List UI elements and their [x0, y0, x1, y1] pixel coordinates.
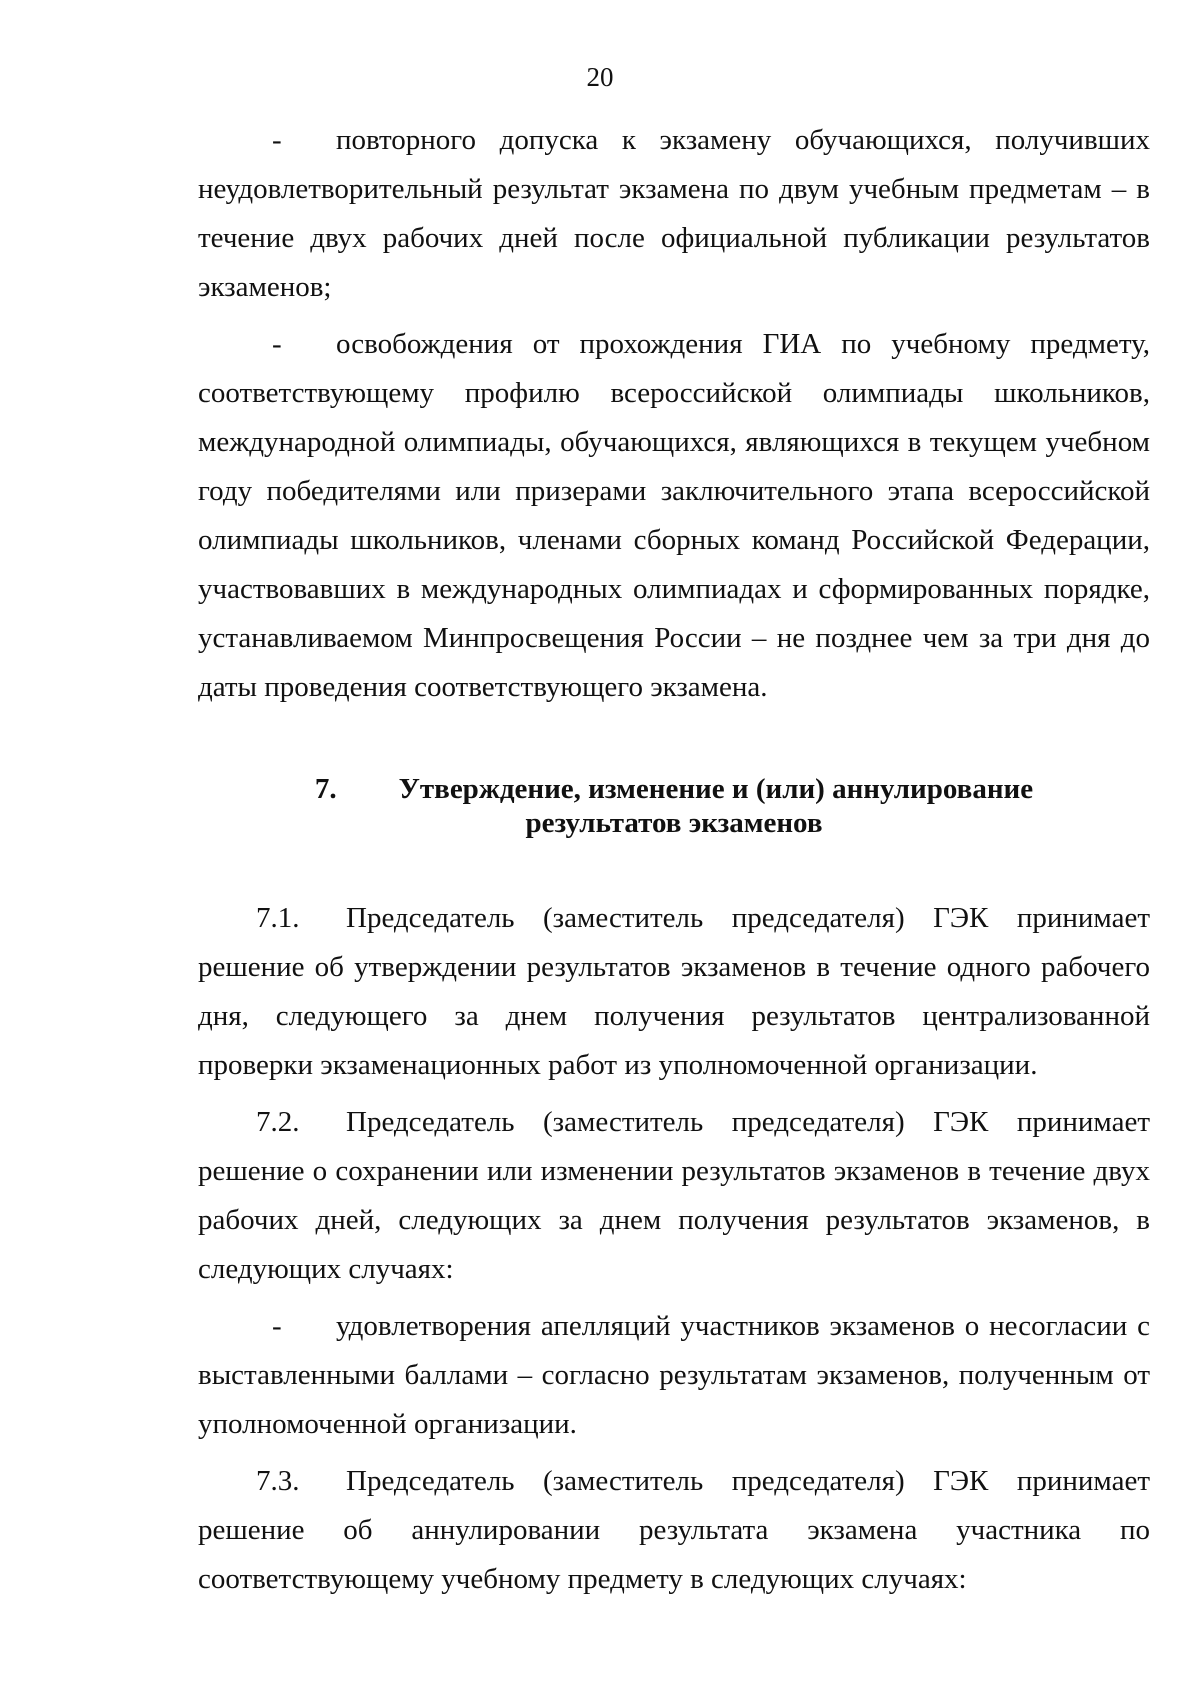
numbered-paragraph: [198, 1098, 1150, 1294]
section-title-line-2: результатов экзаменов: [525, 807, 823, 839]
paragraph-text: Председатель (заместитель председателя) ГЭК принимает решение о сохранении или изменении результатов экзаменов в течение двух рабочих дней, следующих за днем получения результатов экзаменов, в следующих случаях:: [198, 1106, 1150, 1285]
bullet-text: повторного допуска к экзамену обучающихся, получивших неудовлетворительный результат экзамена по двум учебным предметам – в течение двух рабочих дней после официальной публикации результатов экзаменов;: [198, 124, 1150, 303]
section-title-line-1: Утверждение, изменение и (или) аннулирование: [398, 773, 1034, 805]
paragraph-text: Председатель (заместитель председателя) ГЭК принимает решение об утверждении результатов экзаменов в течение одного рабочего дня, следующего за днем получения результатов централизованной проверки экзаменационных работ из уполномоченной организации.: [198, 902, 1150, 1081]
bullet-text: удовлетворения апелляций участников экзаменов о несогласии с выставленными баллами – согласно результатам экзаменов, полученным от уполномоченной организации.: [198, 1310, 1150, 1440]
bullet-dash: -: [272, 328, 282, 360]
bullet-dash: -: [272, 1310, 282, 1342]
bullet-dash: -: [272, 124, 282, 156]
paragraph-number: 7.3.: [256, 1465, 300, 1497]
paragraph-number: 7.1.: [256, 902, 300, 934]
paragraph-text: Председатель (заместитель председателя) ГЭК принимает решение об аннулировании результата экзамена участника по соответствующему учебному предмету в следующих случаях:: [198, 1465, 1150, 1595]
paragraph-number: 7.2.: [256, 1106, 300, 1138]
numbered-paragraph: [198, 1457, 1150, 1604]
document-body: [198, 116, 1150, 1604]
numbered-paragraph: [198, 894, 1150, 1090]
section-number: 7.: [314, 773, 337, 805]
bullet-paragraph: [198, 116, 1150, 312]
bullet-text: освобождения от прохождения ГИА по учебному предмету, соответствующему профилю всероссийской олимпиады школьников, международной олимпиады, обучающихся, являющихся в текущем учебном году победителями или призерами заключительного этапа всероссийской олимпиады школьников, членами сборных команд Российской Федерации, участвовавших в международных олимпиадах и сформированных порядке, устанавливаемом Минпросвещения России – не позднее чем за три дня до даты проведения соответствующего экзамена.: [198, 328, 1150, 703]
section-heading: [198, 772, 1150, 840]
page-number: 20: [586, 62, 614, 92]
bullet-paragraph: [198, 320, 1150, 712]
bullet-paragraph: [198, 1302, 1150, 1449]
